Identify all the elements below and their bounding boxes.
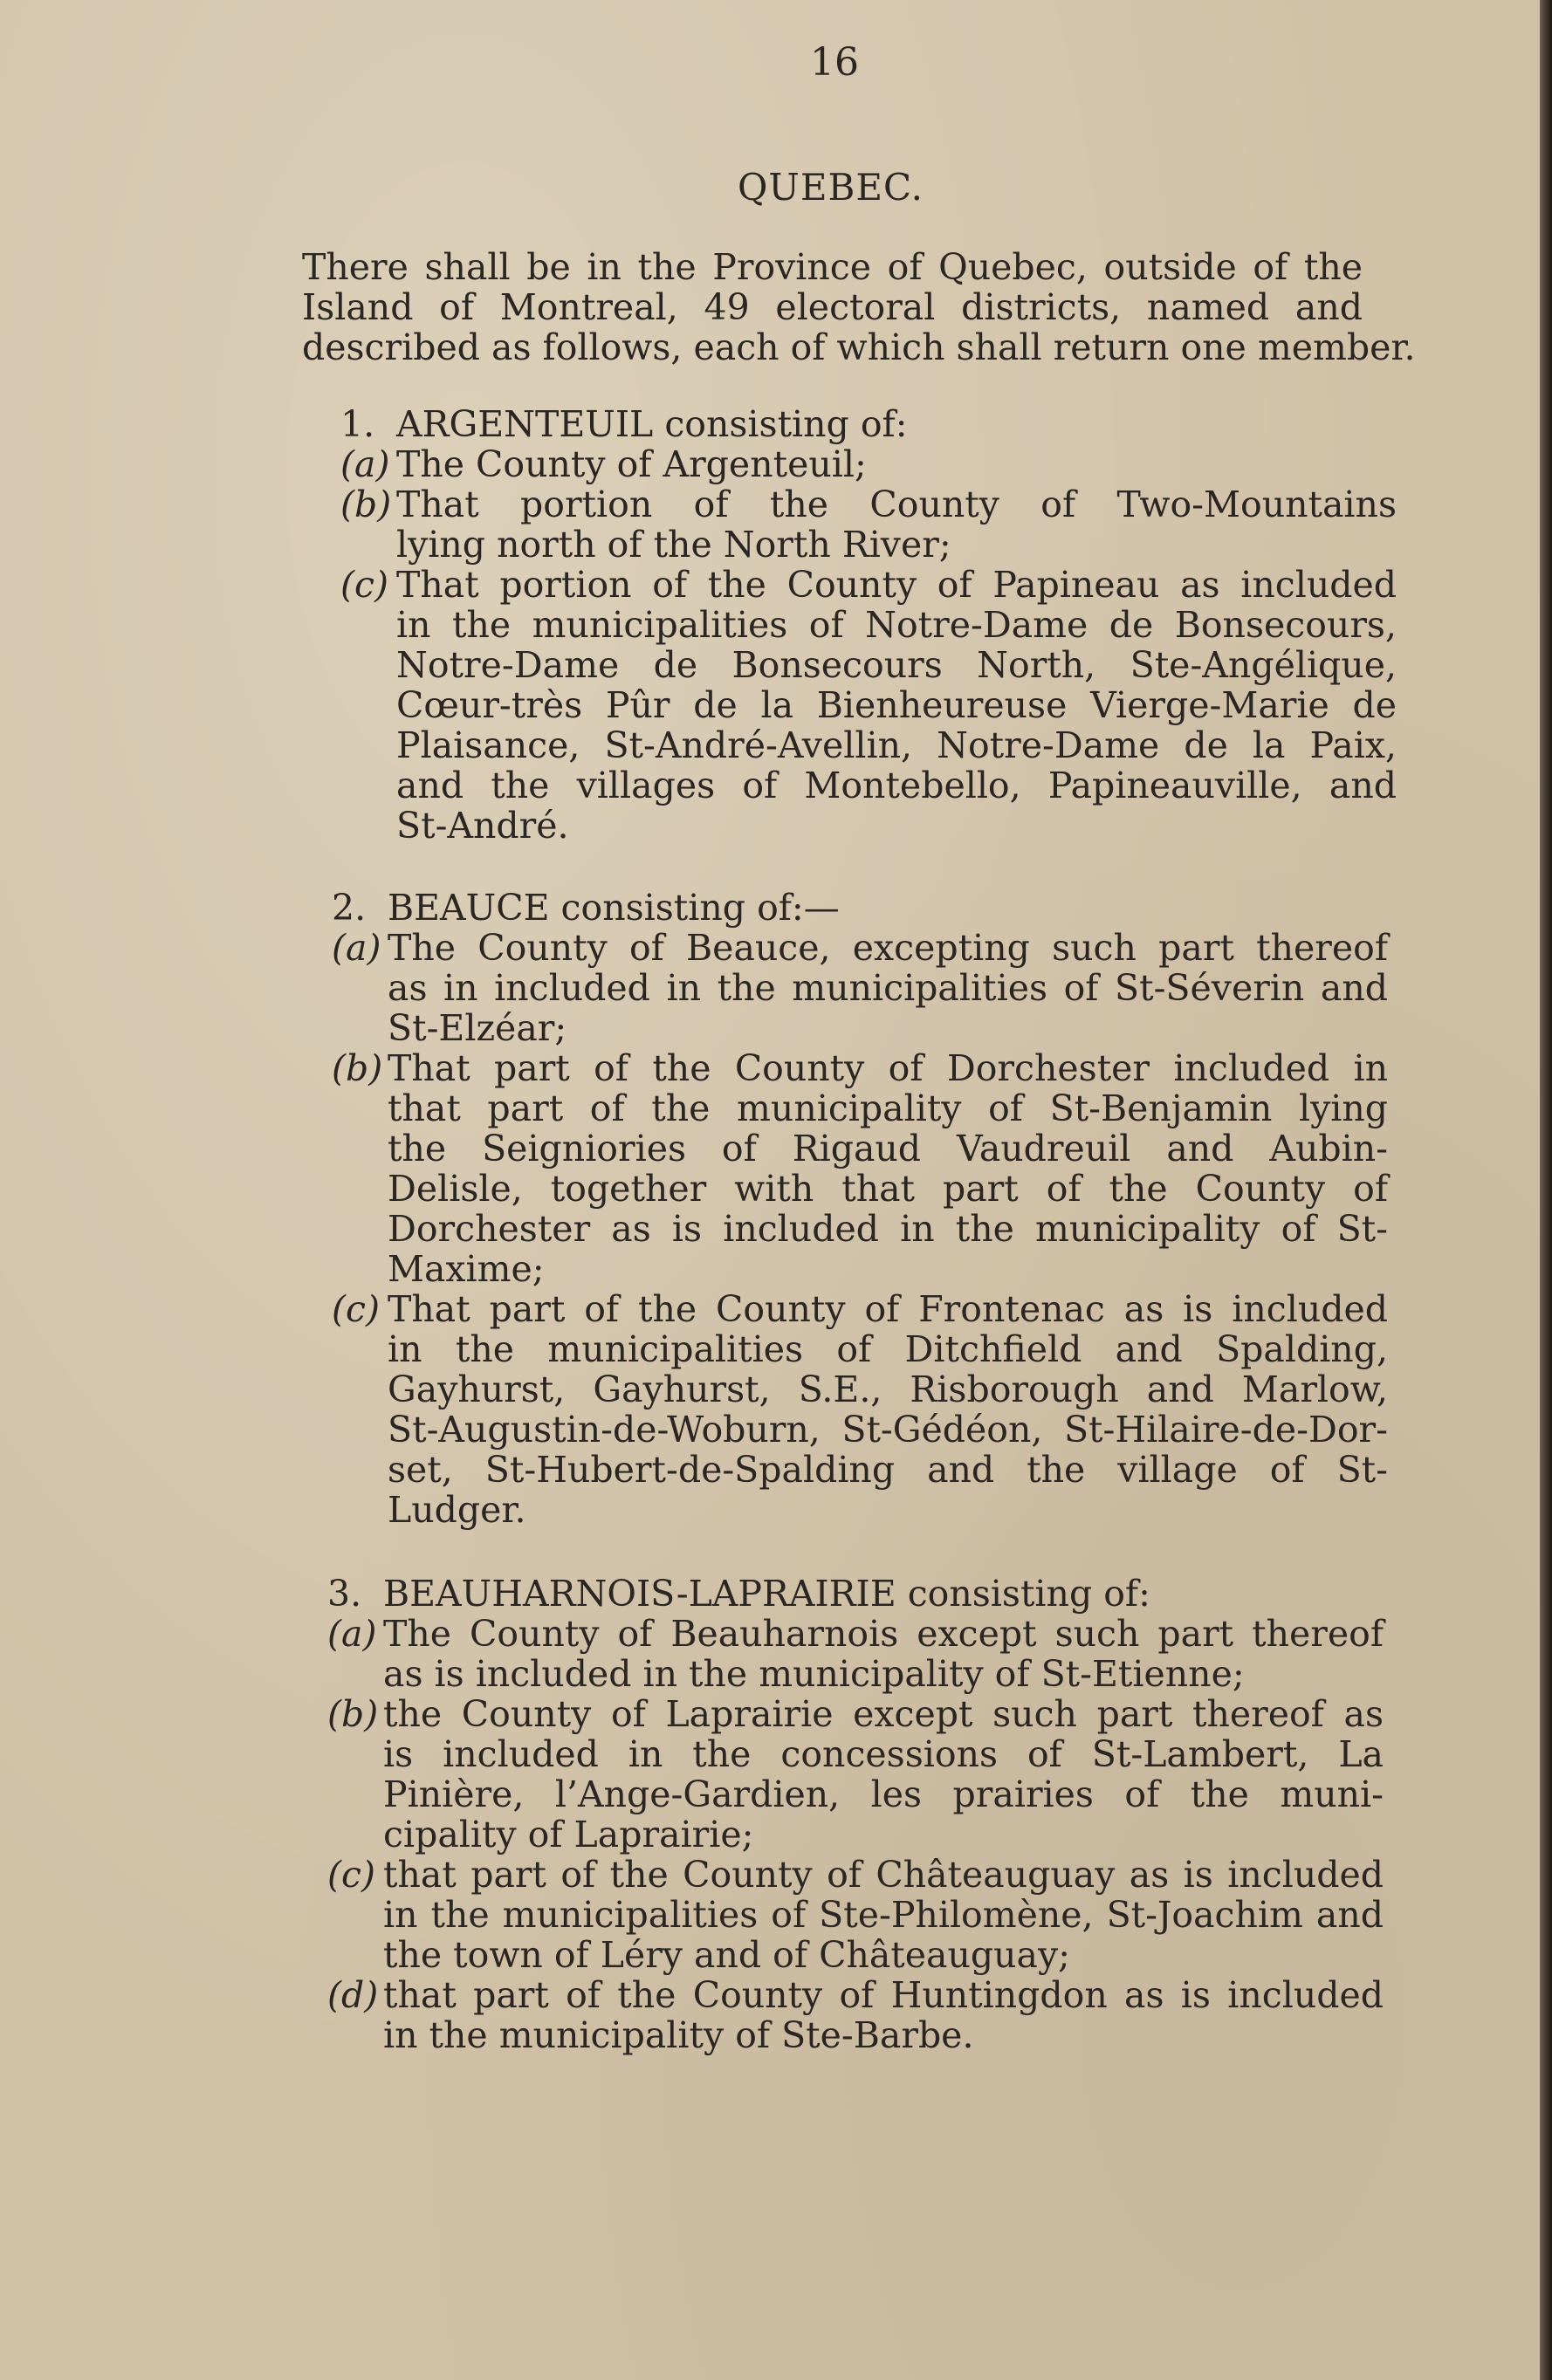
- clause-label: (b): [340, 484, 392, 525]
- clause: [332, 1289, 1388, 1530]
- clause-line: as is included in the municipality of St-Etienne;: [383, 1653, 1245, 1695]
- page-edge-shadow: [1540, 0, 1552, 2380]
- clause-line: cipality of Laprairie;: [383, 1814, 754, 1855]
- clause: [327, 1975, 1384, 2055]
- district-number: 2.: [332, 887, 367, 929]
- clause-line: set, St-Hubert-de-Spalding and the village of St-: [388, 1449, 1388, 1491]
- clause-label: (a): [340, 443, 390, 485]
- district-argenteuil: [340, 404, 1397, 846]
- clause-line: in the municipalities of Ste-Philomène, St-Joachim and: [383, 1894, 1384, 1936]
- intro-line: Island of Montreal, 49 electoral districts, named and: [302, 286, 1363, 328]
- clause-line: Pinière, l’Ange-Gardien, les prairies of the muni-: [383, 1773, 1384, 1815]
- intro-line: There shall be in the Province of Quebec, outside of the: [302, 246, 1363, 288]
- clause-line: lying north of the North River;: [396, 524, 951, 566]
- clause-label: (b): [332, 1047, 383, 1089]
- clause-line: Plaisance, St-André-Avellin, Notre-Dame de la Paix,: [396, 724, 1397, 766]
- clause-label: (c): [332, 1288, 380, 1330]
- clause: [332, 1048, 1388, 1289]
- clause-line: St-Augustin-de-Woburn, St-Gédéon, St-Hilaire-de-Dor-: [388, 1409, 1388, 1451]
- clause-label: (b): [327, 1693, 379, 1735]
- clause-label: (a): [327, 1613, 377, 1655]
- district-title: [332, 888, 1388, 928]
- clause-line: That portion of the County of Papineau as included: [396, 564, 1397, 606]
- clause: [327, 1694, 1384, 1855]
- intro-line: described as follows, each of which shall return one member.: [302, 326, 1416, 368]
- clause-line: in the municipalities of Notre-Dame de Bonsecours,: [396, 604, 1397, 646]
- district-name: ARGENTEUIL consisting of:: [396, 403, 908, 445]
- clause-line: Dorchester as is included in the municipality of St-: [388, 1208, 1388, 1250]
- clause: [340, 565, 1397, 846]
- clause-line: That portion of the County of Two-Mountains: [396, 484, 1397, 525]
- clause-line: the Seigniories of Rigaud Vaudreuil and Aubin-: [388, 1128, 1388, 1169]
- clause: [340, 484, 1397, 565]
- clause-line: that part of the County of Châteauguay as is included: [383, 1854, 1384, 1896]
- clause-line: The County of Beauce, excepting such part thereof: [388, 927, 1388, 969]
- clause-line: and the villages of Montebello, Papineauville, and: [396, 765, 1397, 806]
- clause-line: Maxime;: [388, 1248, 545, 1290]
- clause: [327, 1855, 1384, 1975]
- clause-line: Gayhurst, Gayhurst, S.E., Risborough and Marlow,: [388, 1368, 1388, 1410]
- clause-line: that part of the municipality of St-Benjamin lying: [388, 1087, 1388, 1129]
- district-beauharnois-laprairie: [327, 1574, 1384, 2055]
- section-heading: QUEBEC.: [738, 166, 924, 209]
- district-beauce: [332, 888, 1388, 1530]
- clause-line: in the municipalities of Ditchfield and Spalding,: [388, 1328, 1388, 1370]
- district-name: BEAUHARNOIS-LAPRAIRIE consisting of:: [383, 1573, 1150, 1615]
- clause-line: that part of the County of Huntingdon as is included: [383, 1974, 1384, 2016]
- district-title: [327, 1574, 1384, 1614]
- clause-label: (d): [327, 1974, 379, 2016]
- clause-line: in the municipality of Ste-Barbe.: [383, 2014, 974, 2056]
- clause-line: The County of Beauharnois except such part thereof: [383, 1613, 1384, 1655]
- clause-label: (a): [332, 927, 381, 969]
- district-title: [340, 404, 1397, 444]
- clause-line: as in included in the municipalities of St-Séverin and: [388, 967, 1388, 1009]
- intro-paragraph: [302, 246, 1416, 368]
- clause-line: Cœur-très Pûr de la Bienheureuse Vierge-Marie de: [396, 684, 1397, 726]
- clause-line: is included in the concessions of St-Lambert, La: [383, 1733, 1384, 1775]
- clause-line: That part of the County of Dorchester included in: [388, 1047, 1388, 1089]
- clause-line: Delisle, together with that part of the County of: [388, 1168, 1388, 1210]
- clause-line: St-Elzéar;: [388, 1007, 567, 1049]
- clause-line: the town of Léry and of Châteauguay;: [383, 1934, 1070, 1976]
- clause: [332, 928, 1388, 1048]
- clause: [327, 1614, 1384, 1694]
- clause-label: (c): [327, 1854, 375, 1896]
- clause-label: (c): [340, 564, 388, 606]
- clause-line: St-André.: [396, 805, 569, 847]
- district-number: 3.: [327, 1573, 362, 1615]
- clause-line: Ludger.: [388, 1489, 526, 1531]
- clause-line: the County of Laprairie except such part thereof as: [383, 1693, 1384, 1735]
- clause-line: The County of Argenteuil;: [396, 443, 867, 485]
- clause-line: That part of the County of Frontenac as is included: [388, 1288, 1388, 1330]
- district-number: 1.: [340, 403, 375, 445]
- clause: [340, 444, 1397, 484]
- page-number: 16: [810, 40, 859, 85]
- clause-line: Notre-Dame de Bonsecours North, Ste-Angélique,: [396, 644, 1397, 686]
- district-name: BEAUCE consisting of:—: [388, 887, 840, 929]
